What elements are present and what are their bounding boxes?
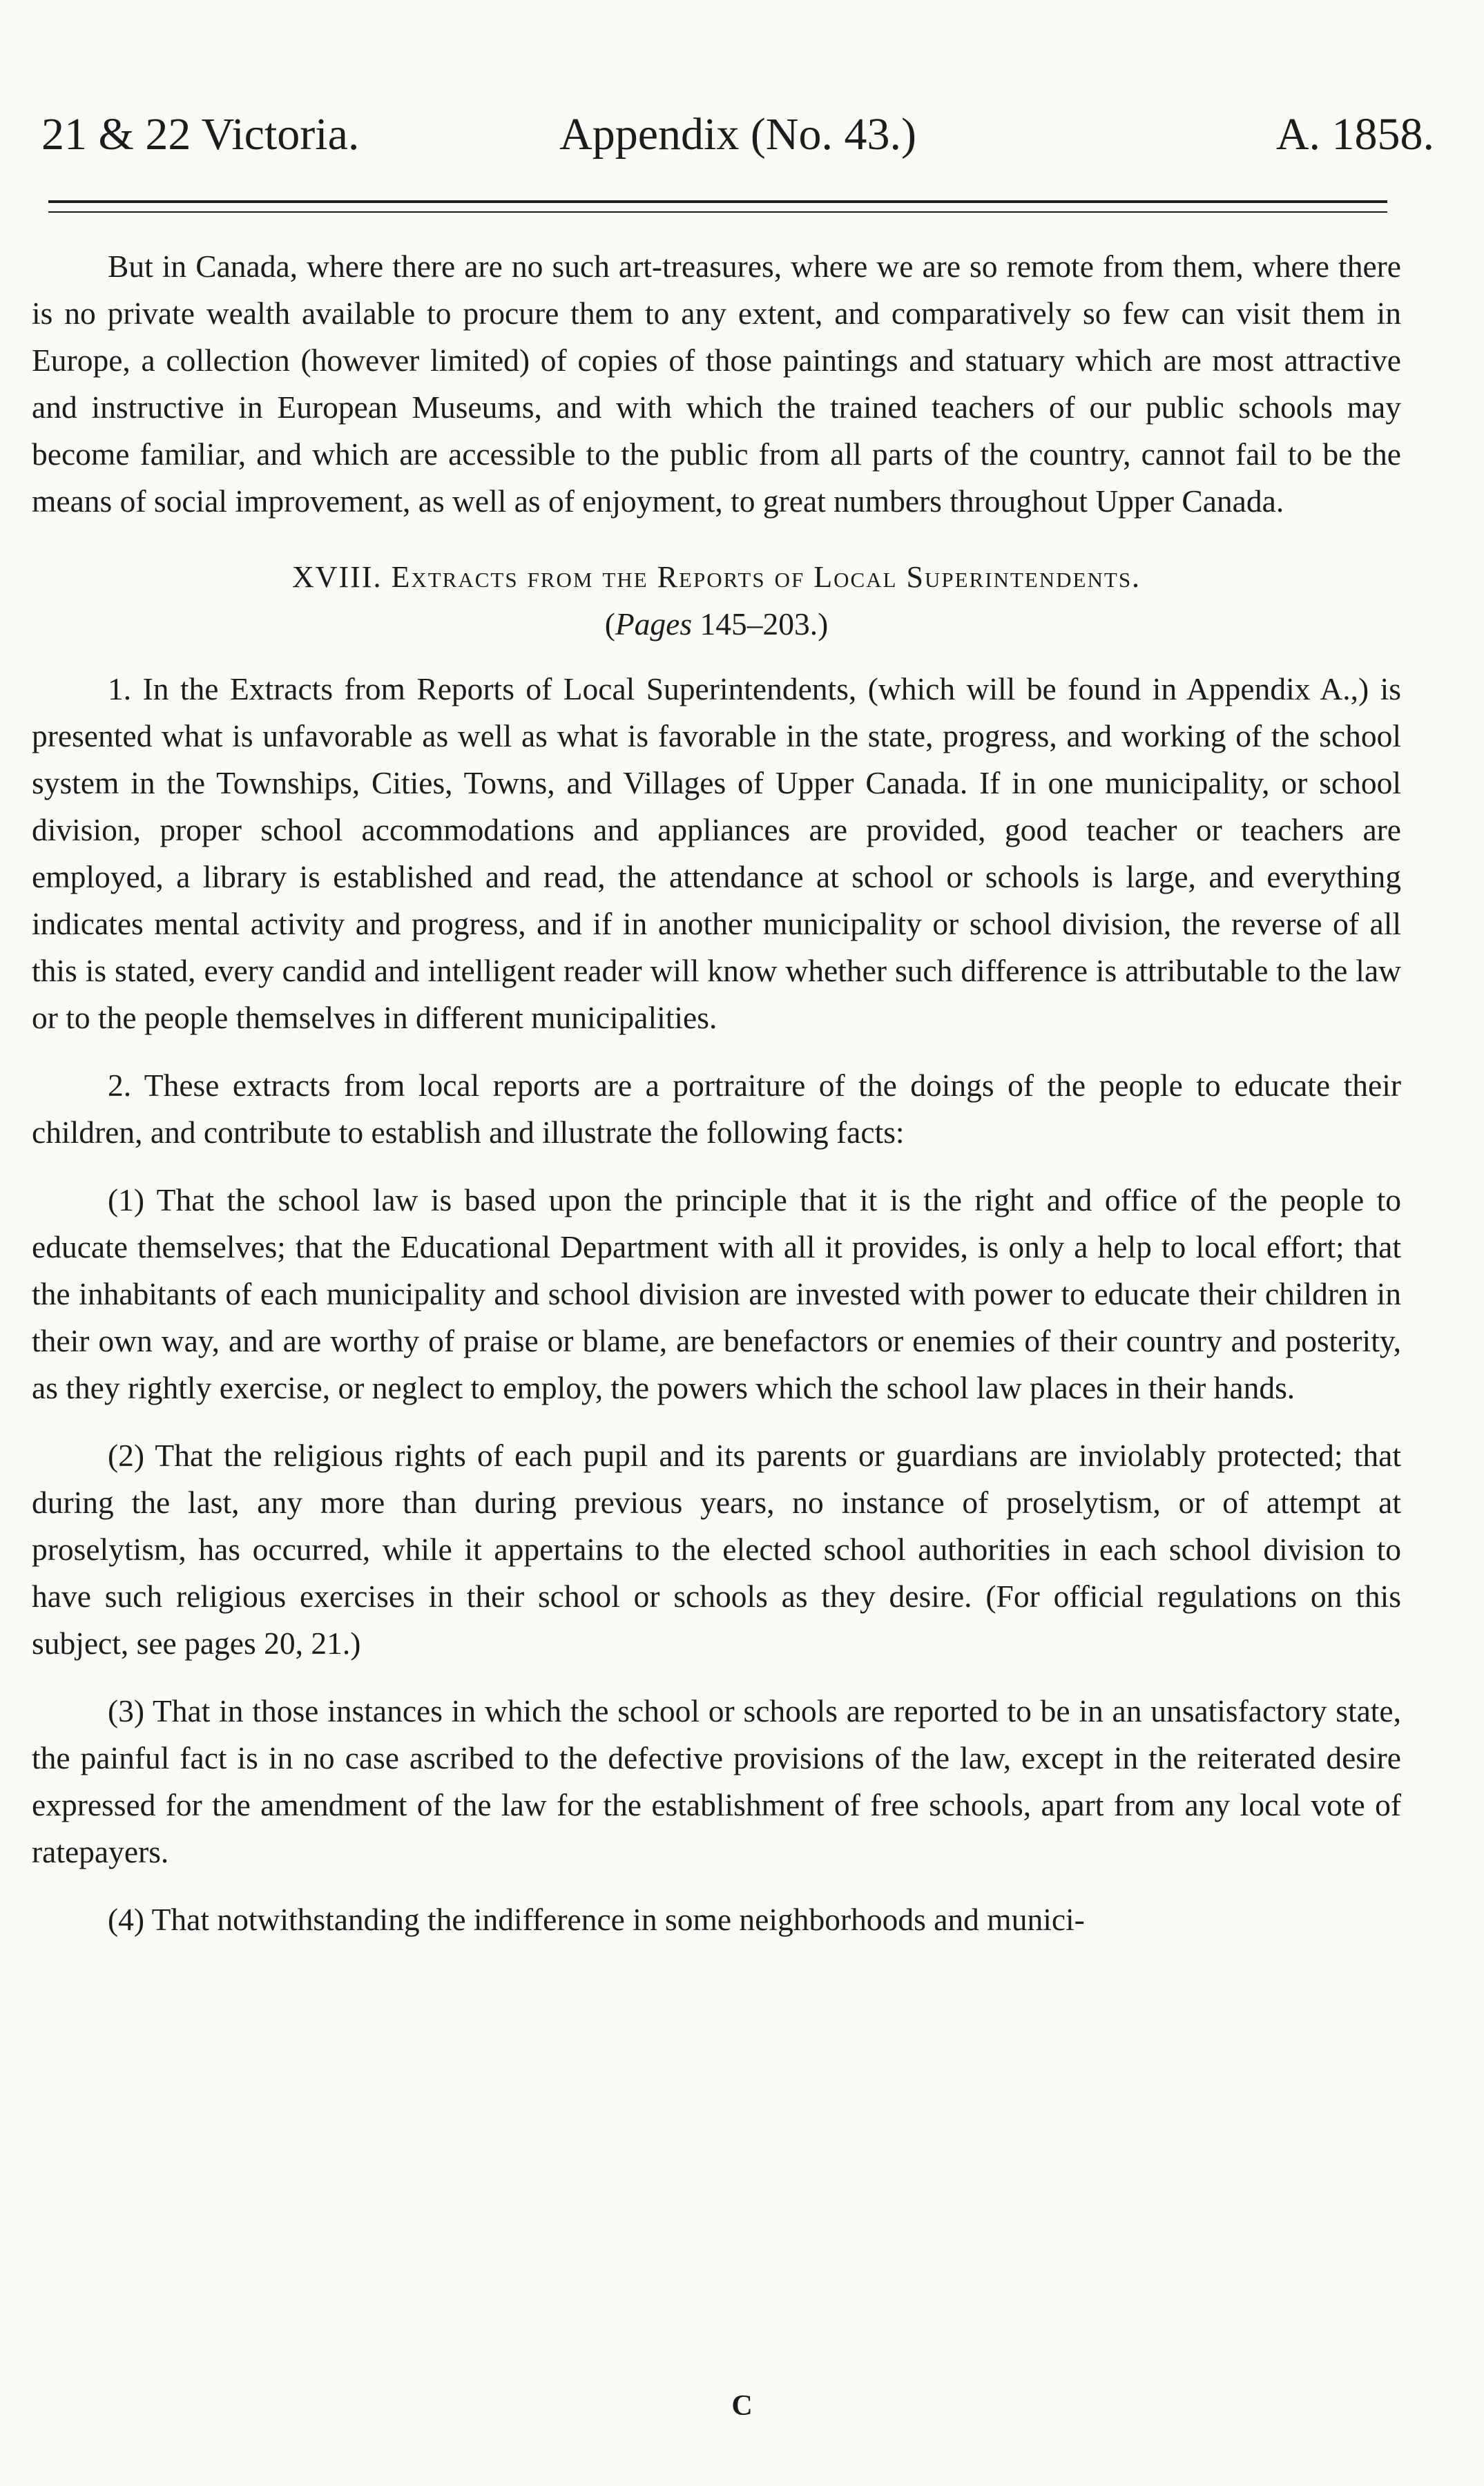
- paragraph-1: 1. In the Extracts from Reports of Local Superintendents, (which will be found in Appendix A.,) is presented what is unfavorable as well as what is favorable in the state, progress, and working of the school system in the Townships, Cities, Towns, and Villages of Upper Canada. If in one municipality, or school division, proper school accommodations and appliances are provided, good teacher or teachers are employed, a library is established and read, the attendance at school or schools is large, and everything indicates mental activity and progress, and if in another municipality or school division, the reverse of all this is stated, every candid and intelligent reader will know whether such difference is attributable to the law or to the people themselves in different municipalities.: [32, 671, 1401, 1035]
- fact-3: (3) That in those instances in which the school or schools are reported to be in an unsatisfactory state, the painful fact is in no case ascribed to the defective provisions of the law, except in the reiterated desire expressed for the amendment of the law for the establishment of free schools, apart from any local vote of ratepayers.: [32, 1693, 1401, 1869]
- header-double-rule: [48, 200, 1387, 213]
- paragraph-intro: But in Canada, where there are no such art-treasures, where we are so remote from them, where there is no private wealth available to procure them to any extent, and comparatively so few can visit them in Europe, a collection (however limited) of copies of those paintings and statuary which are most attractive and instructive in European Museums, and with which the trained teachers of our public schools may become familiar, and which are accessible to the public from all parts of the country, cannot fail to be the means of social improvement, as well as of enjoyment, to great numbers throughout Upper Canada.: [32, 249, 1401, 519]
- fact-2: (2) That the religious rights of each pupil and its parents or guardians are inviolably protected; that during the last, any more than during previous years, no instance of proselytism, or of attempt at proselytism, has occurred, while it appertains to the elected school authorities in each school division to have such religious exercises in their school or schools as they desire. (For official regulations on this subject, see pages 20, 21.): [32, 1438, 1401, 1661]
- fact-1: (1) That the school law is based upon the principle that it is the right and office of the people to educate themselves; that the Educational Department with all it provides, is only a help to local effort; that the inhabitants of each municipality and school division are invested with power to educate their children in their own way, and are worthy of praise or blame, are benefactors or enemies of their country and posterity, as they rightly exercise, or neglect to employ, the powers which the school law places in their hands.: [32, 1182, 1401, 1405]
- header-appendix: Appendix (No. 43.): [559, 109, 916, 160]
- fact-4: (4) That notwithstanding the indifference in some neighborhoods and munici-: [108, 1902, 1085, 1937]
- header-year: A. 1858.: [1275, 109, 1434, 160]
- running-header: [41, 104, 1434, 166]
- section-pages: [32, 601, 1401, 648]
- paragraph-2: 2. These extracts from local reports are a portraiture of the doings of the people to educate their children, and contribute to establish and illustrate the following facts:: [32, 1068, 1401, 1150]
- header-session: 21 & 22 Victoria.: [41, 109, 360, 160]
- body-text: [32, 243, 1401, 1943]
- signature-mark: C: [731, 2390, 753, 2422]
- pages-range: 145–203.): [692, 606, 829, 642]
- pages-prefix: (: [604, 606, 615, 642]
- section-title: XVIII. Extracts from the Reports of Local Superintendents.: [291, 560, 1141, 594]
- pages-label: Pages: [615, 606, 693, 642]
